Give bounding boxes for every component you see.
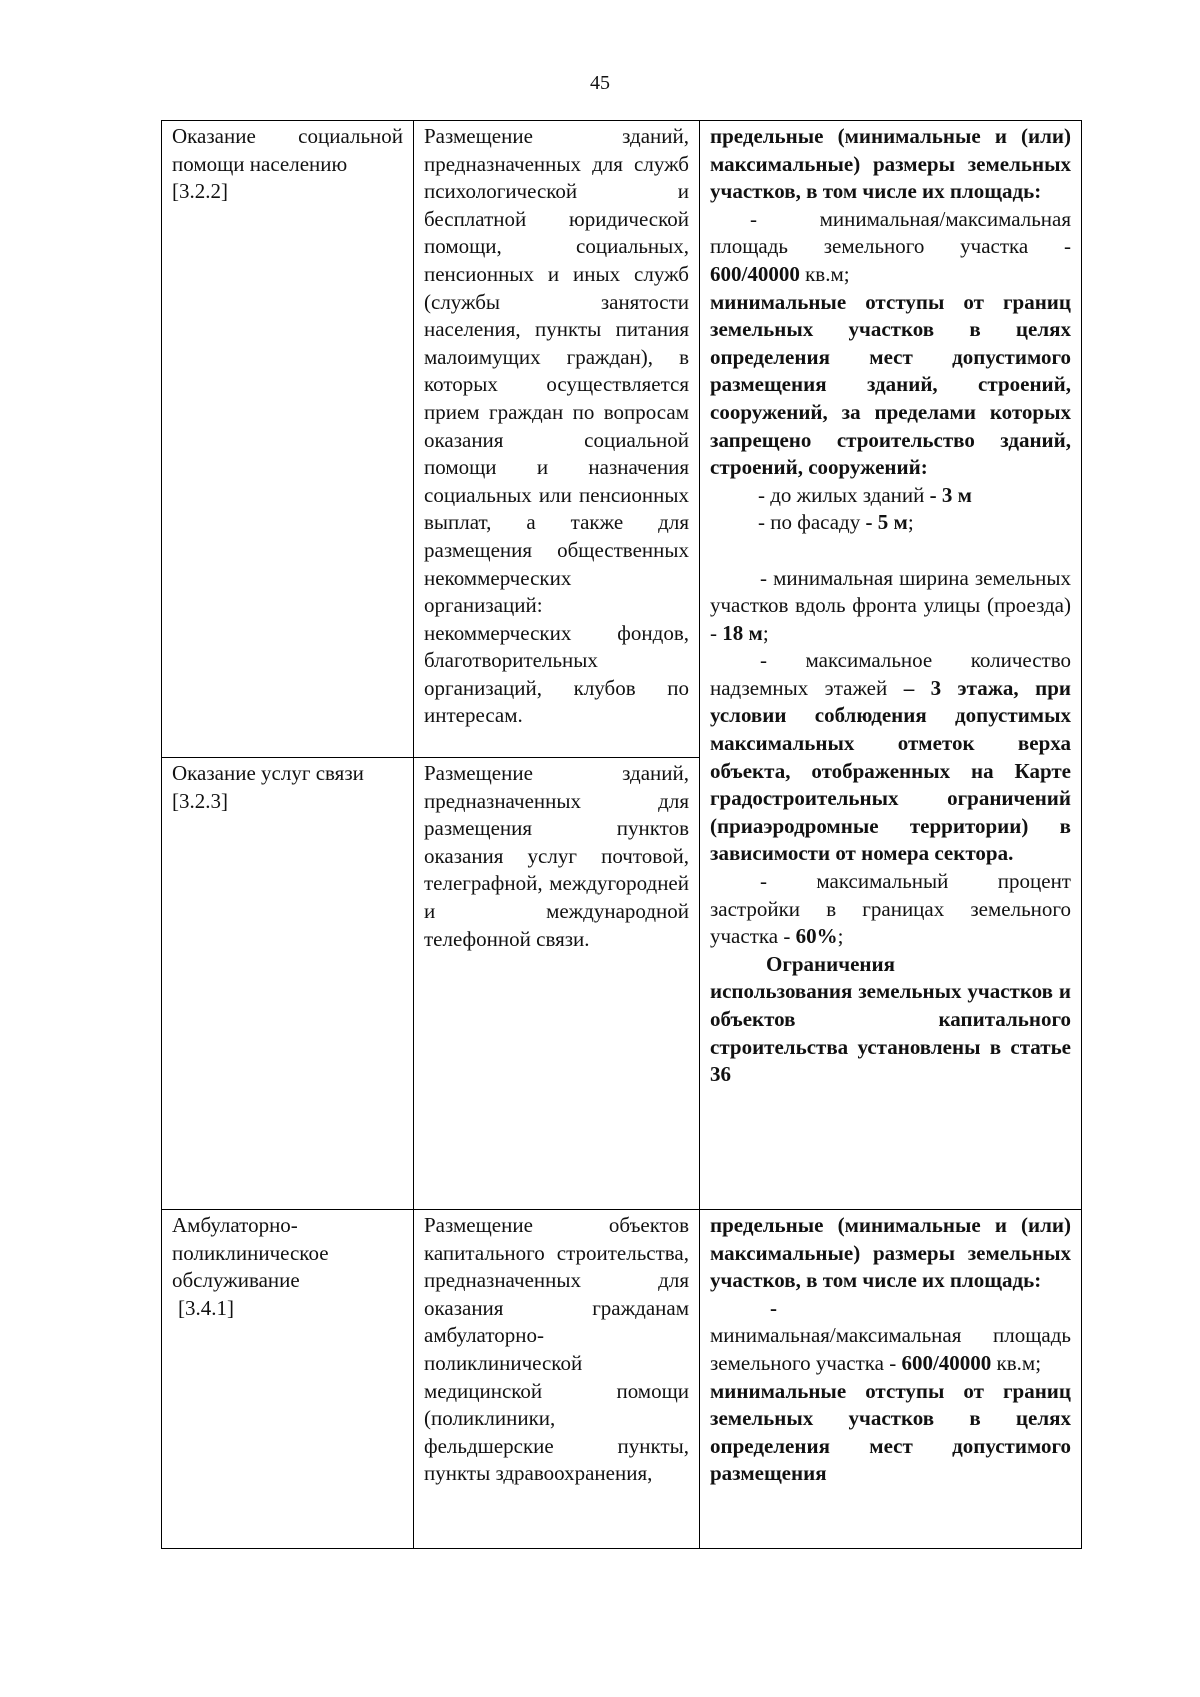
width-end: ; xyxy=(762,620,769,645)
area-unit: кв.м; xyxy=(991,1350,1042,1375)
coverage-label: - максимальный процент застройки в границах земельного участка - xyxy=(710,869,1071,949)
setback-residential-value: - 3 м xyxy=(929,482,972,507)
area-label: - минимальная/максимальная площадь земельного участка - xyxy=(710,206,1071,259)
spacer xyxy=(710,537,1071,565)
use-description: Размещение зданий, предназначенных для служб психологической и бесплатной юридической помощи, социальных, пенсионных и иных служб (службы занятости населения, пункты питания малоимущих граждан), в которых осуществляется прием граждан по вопросам оказания социальной помощи и назначения социальных или пенсионных выплат, а также для размещения общественных некоммерческих организаций: некоммерческих фондов, благотворительных организаций, клубов по интересам. xyxy=(414,121,700,758)
use-name-cell xyxy=(162,1210,414,1549)
use-description: Размещение зданий, предназначенных для размещения пунктов оказания услуг почтовой, телеграфной, междугородней и международной телефонной связи. xyxy=(414,758,700,1210)
setbacks-heading: минимальные отступы от границ земельных участков в целях определения мест допустимого размещения xyxy=(710,1378,1071,1486)
area-dash: - xyxy=(770,1295,777,1320)
area-unit: кв.м; xyxy=(799,261,850,286)
parameters-cell xyxy=(700,1210,1082,1549)
setback-facade-line xyxy=(710,509,1071,537)
width-label: - минимальная ширина земельных участков вдоль фронта улицы (проезда) - xyxy=(710,565,1071,645)
area-label: минимальная/максимальная площадь земельного участка - xyxy=(710,1323,1071,1375)
floors-line xyxy=(710,647,1071,868)
use-name: Амбулаторно-поликлиническое обслуживание xyxy=(172,1213,329,1293)
floors-label: - максимальное количество надземных этажей xyxy=(710,648,1071,700)
use-name-cell xyxy=(162,758,414,1210)
sizes-heading: предельные (минимальные и (или) максимальные) размеры земельных участков, в том числе их площадь: xyxy=(710,1213,1071,1293)
area-line xyxy=(710,1322,1071,1377)
setbacks-heading: минимальные отступы от границ земельных участков в целях определения мест допустимого размещения зданий, строений, сооружений, за пределами которых запрещено строительство зданий, строений, сооружений: xyxy=(710,289,1071,480)
setback-facade-value: - 5 м xyxy=(865,510,908,535)
area-line xyxy=(710,206,1071,289)
table-row xyxy=(162,1210,1082,1549)
setback-residential-label: - до жилых зданий xyxy=(758,482,930,507)
area-value: 600/40000 xyxy=(710,261,800,286)
coverage-line xyxy=(710,868,1071,951)
page-number: 45 xyxy=(590,72,610,94)
restrictions-title: Ограничения xyxy=(766,951,895,976)
width-value: 18 м xyxy=(717,620,763,645)
use-code: [3.2.2] xyxy=(172,179,228,204)
use-name: Оказание социальной помощи населению xyxy=(172,124,403,176)
floors-value: – 3 этажа, при условии соблюдения допустимых максимальных отметок верха объекта, отображенных на Карте градостроительных ограничений (приаэродромные территории) в зависимости от номера сектора. xyxy=(710,675,1071,866)
setback-facade-label: - по фасаду xyxy=(758,510,866,535)
setback-residential-line xyxy=(710,482,1071,510)
table-row xyxy=(162,121,1082,758)
restrictions-text: использования земельных участков и объектов капитального строительства установлены в статье 36 xyxy=(710,979,1071,1087)
area-value: 600/40000 xyxy=(901,1350,992,1375)
use-code: [3.4.1] xyxy=(178,1295,234,1320)
setback-facade-end: ; xyxy=(907,510,914,535)
coverage-end: ; xyxy=(837,924,844,949)
use-name: Оказание услуг связи xyxy=(172,761,364,785)
parameters-cell xyxy=(700,121,1082,1210)
use-description: Размещение объектов капитального строительства, предназначенных для оказания гражданам амбулаторно-поликлинической медицинской помощи (поликлиники, фельдшерские пункты, пункты здравоохранения, xyxy=(414,1210,700,1549)
sizes-heading: предельные (минимальные и (или) максимальные) размеры земельных участков, в том числе их площадь: xyxy=(710,124,1071,204)
use-name-cell xyxy=(162,121,414,758)
land-use-table xyxy=(161,120,1082,1549)
width-line xyxy=(710,565,1071,648)
coverage-value: 60% xyxy=(790,924,838,949)
use-code: [3.2.3] xyxy=(172,788,228,813)
